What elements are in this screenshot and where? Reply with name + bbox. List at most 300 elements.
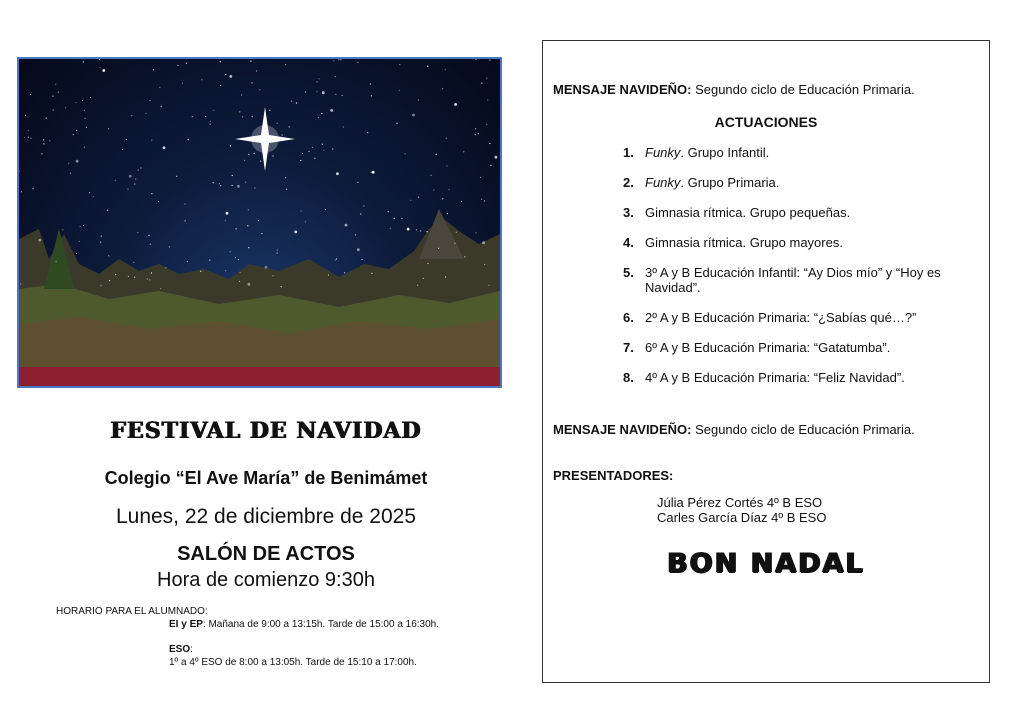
act-text: 6º A y B Educación Primaria: “Gatatumba”. (645, 340, 891, 355)
act-text: . Grupo Primaria. (680, 175, 780, 190)
star-dot (282, 134, 283, 135)
star-dot (407, 228, 410, 231)
star-dot (258, 220, 259, 221)
message-bottom-text: Segundo ciclo de Educación Primaria. (691, 422, 915, 437)
star-dot (188, 139, 189, 140)
star-dot (248, 154, 249, 155)
presenters-label: PRESENTADORES: (553, 468, 674, 483)
start-time: Hora de comienzo 9:30h (157, 569, 375, 591)
star-dot (158, 201, 159, 202)
star-dot (80, 226, 81, 227)
star-dot (232, 185, 233, 186)
star-dot (159, 87, 160, 88)
star-dot (430, 175, 431, 176)
star-dot (187, 261, 188, 262)
star-dot (300, 160, 301, 161)
act-text: Gimnasia rítmica. Grupo pequeñas. (645, 205, 851, 220)
star-dot (322, 91, 325, 94)
star-dot (25, 115, 26, 116)
star-dot (83, 225, 84, 226)
star-dot (160, 288, 161, 289)
star-dot (355, 234, 356, 235)
star-dot (482, 241, 485, 244)
star-dot (316, 81, 317, 82)
star-dot (176, 176, 177, 177)
star-dot (335, 259, 336, 260)
act-item (623, 235, 983, 250)
star-dot (46, 118, 47, 119)
star-dot (147, 278, 148, 279)
star-dot (82, 100, 83, 101)
act-item (623, 265, 983, 295)
star-dot (433, 189, 434, 190)
star-dot (484, 200, 485, 201)
star-dot (388, 211, 389, 212)
star-dot (230, 145, 231, 146)
star-dot (463, 151, 464, 152)
star-dot (138, 170, 139, 171)
star-dot (134, 183, 135, 184)
star-dot (475, 134, 476, 135)
act-text: 4º A y B Educación Primaria: “Feliz Navidad”. (645, 370, 905, 385)
star-dot (325, 209, 326, 210)
star-dot (225, 270, 226, 271)
star-dot (209, 260, 210, 261)
star-dot (93, 196, 94, 197)
star-dot (210, 124, 211, 125)
star-dot (357, 248, 360, 251)
star-dot (140, 167, 141, 168)
star-dot (343, 126, 344, 127)
star-dot (318, 117, 319, 118)
star-dot (370, 83, 371, 84)
star-dot (90, 97, 91, 98)
star-dot (186, 63, 187, 64)
star-dot (445, 69, 446, 70)
star-dot (109, 280, 110, 281)
star-dot (418, 99, 419, 100)
act-text: 2º A y B Educación Primaria: “¿Sabías qué…?” (645, 310, 917, 325)
star-dot (184, 203, 185, 204)
star-dot (291, 101, 292, 102)
message-bottom (553, 422, 915, 437)
star-dot (420, 230, 421, 231)
star-dot (226, 212, 229, 215)
star-dot (248, 283, 251, 286)
star-dot (367, 132, 368, 133)
star-dot (153, 69, 154, 70)
star-dot (285, 64, 286, 65)
star-dot (336, 172, 339, 175)
star-dot (289, 126, 290, 127)
star-dot (163, 146, 166, 149)
star-dot (52, 96, 53, 97)
star-dot (151, 140, 152, 141)
star-dot (427, 66, 428, 67)
star-dot (201, 79, 202, 80)
star-dot (83, 61, 84, 62)
star-dot (28, 137, 29, 138)
star-dot (220, 185, 221, 186)
star-dot (396, 123, 397, 124)
star-dot (73, 134, 74, 135)
star-dot (239, 111, 240, 112)
star-dot (131, 115, 132, 116)
act-text: . Grupo Infantil. (680, 145, 770, 160)
star-dot (129, 175, 132, 178)
star-dot (151, 193, 152, 194)
star-dot (427, 263, 428, 264)
star-dot (277, 123, 278, 124)
star-dot (454, 103, 457, 106)
star-dot (134, 277, 135, 278)
star-dot (461, 201, 462, 202)
star-dot (269, 110, 270, 111)
star-dot (357, 62, 358, 63)
star-dot (328, 274, 329, 275)
message-bottom-label: MENSAJE NAVIDEÑO: (553, 422, 692, 437)
star-dot (79, 241, 80, 242)
star-dot (213, 182, 214, 183)
star-dot (345, 224, 348, 227)
schedule-ei-ep-label: EI y EP (169, 619, 203, 630)
star-dot (220, 61, 221, 62)
act-number: 5. (623, 265, 634, 280)
star-dot (43, 143, 44, 144)
act-item (623, 205, 983, 220)
star-dot (319, 78, 320, 79)
star-dot (261, 233, 262, 234)
nativity-scene-image (17, 57, 502, 388)
star-dot (478, 133, 479, 134)
star-dot (363, 205, 364, 206)
star-dot (301, 210, 302, 211)
star-dot (68, 163, 69, 164)
star-dot (272, 275, 273, 276)
act-item (623, 310, 983, 325)
star-dot (254, 187, 255, 188)
star-dot (41, 153, 42, 154)
star-dot (128, 276, 129, 277)
acts-title: ACTUACIONES (714, 114, 818, 130)
star-dot (423, 278, 424, 279)
star-dot (169, 246, 170, 247)
star-dot (394, 218, 395, 219)
star-dot (127, 189, 128, 190)
star-dot (486, 124, 487, 125)
star-dot (85, 118, 86, 119)
schedule-eso-label-line (169, 643, 439, 656)
star-dot (277, 252, 278, 253)
star-dot (56, 261, 57, 262)
schedule-ei-ep (169, 618, 439, 631)
message-top-label: MENSAJE NAVIDEÑO: (553, 82, 692, 97)
star-dot (446, 138, 447, 139)
program-box (542, 40, 990, 683)
schedule-eso-colon: : (190, 644, 193, 655)
star-dot (86, 127, 87, 128)
star-dot (427, 231, 428, 232)
star-dot (24, 137, 25, 138)
act-number: 8. (623, 370, 634, 385)
star-dot (260, 161, 261, 162)
festival-title: FESTIVAL DE NAVIDAD (110, 418, 422, 444)
star-dot (165, 267, 166, 268)
star-dot (442, 88, 443, 89)
star-dot (412, 114, 415, 117)
star-dot (333, 60, 334, 61)
star-dot (486, 78, 487, 79)
star-dot (449, 189, 450, 190)
star-dot (251, 82, 252, 83)
star-dot (75, 102, 76, 103)
star-dot (30, 94, 31, 95)
star-dot (344, 272, 345, 273)
star-dot (285, 177, 286, 178)
star-dot (135, 178, 136, 179)
star-dot (225, 74, 226, 75)
star-dot (30, 138, 31, 139)
acts-list (623, 145, 983, 400)
act-text: 3º A y B Educación Infantil: “Ay Dios mío” y “Hoy es Navidad”. (645, 265, 941, 295)
star-dot (21, 191, 22, 192)
star-dot (372, 171, 375, 174)
star-dot (240, 272, 241, 273)
star-dot (149, 279, 150, 280)
star-dot (219, 183, 220, 184)
act-item (623, 145, 983, 160)
star-dot (150, 100, 151, 101)
star-dot (480, 177, 481, 178)
star-dot (177, 65, 178, 66)
star-dot (133, 262, 134, 263)
star-dot (475, 128, 476, 129)
star-dot (314, 158, 315, 159)
star-dot (487, 99, 488, 100)
star-dot (49, 140, 50, 141)
star-dot (101, 236, 102, 237)
star-dot (488, 285, 489, 286)
star-dot (401, 218, 402, 219)
act-number: 2. (623, 175, 634, 190)
star-dot (371, 172, 372, 173)
star-dot (99, 59, 100, 60)
act-item (623, 340, 983, 355)
act-number: 3. (623, 205, 634, 220)
presenter-name: Carles García Díaz 4º B ESO (657, 510, 827, 525)
event-date: Lunes, 22 de diciembre de 2025 (115, 505, 417, 528)
star-dot (244, 160, 245, 161)
star-dot (481, 199, 482, 200)
star-dot (102, 69, 105, 72)
star-dot (323, 150, 324, 151)
star-dot (322, 144, 323, 145)
star-dot (100, 242, 101, 243)
star-dot (495, 156, 498, 159)
star-dot (481, 83, 482, 84)
star-dot (76, 130, 77, 131)
star-dot (220, 85, 221, 86)
star-dot (38, 239, 41, 242)
star-dot (336, 258, 337, 259)
star-dot (371, 95, 372, 96)
star-dot (76, 253, 77, 254)
star-dot (230, 251, 231, 252)
star-dot (19, 171, 20, 172)
star-dot (272, 155, 273, 156)
schedule-ei-ep-text: : Mañana de 9:00 a 13:15h. Tarde de 15:00 a 16:30h. (202, 619, 440, 630)
star-dot (115, 180, 116, 181)
star-dot (210, 121, 211, 122)
star-dot (286, 189, 287, 190)
act-number: 1. (623, 145, 634, 160)
star-dot (200, 271, 201, 272)
star-dot (312, 147, 313, 148)
star-dot (239, 281, 240, 282)
star-dot (237, 185, 240, 188)
star-dot (107, 210, 108, 211)
star-dot (242, 116, 243, 117)
star-dot (442, 198, 443, 199)
star-dot (115, 274, 116, 275)
star-dot (321, 113, 322, 114)
star-dot (247, 225, 248, 226)
star-dot (53, 109, 54, 110)
act-italic: Funky (645, 175, 681, 190)
act-item (623, 370, 983, 385)
star-dot (84, 110, 85, 111)
star-dot (445, 276, 446, 277)
star-dot (308, 151, 309, 152)
star-dot (417, 285, 418, 286)
star-dot (332, 148, 333, 149)
star-dot (65, 107, 66, 108)
star-dot (405, 153, 406, 154)
star-dot (436, 154, 437, 155)
star-dot (302, 153, 303, 154)
star-dot (205, 116, 206, 117)
star-dot (475, 59, 476, 60)
act-item (623, 175, 983, 190)
star-dot (340, 59, 341, 60)
star-dot (335, 76, 336, 77)
star-dot (475, 232, 476, 233)
star-dot (150, 244, 151, 245)
star-dot (248, 209, 249, 210)
star-dot (20, 283, 21, 284)
star-dot (148, 235, 149, 236)
star-dot (357, 182, 358, 183)
star-dot (330, 109, 333, 112)
act-text: Gimnasia rítmica. Grupo mayores. (645, 235, 843, 250)
student-schedule (56, 605, 439, 669)
bon-nadal-greeting: BON NADAL (667, 548, 865, 579)
act-number: 4. (623, 235, 634, 250)
star-dot (161, 106, 162, 107)
star-dot (100, 67, 101, 68)
star-dot (55, 84, 56, 85)
star-dot (281, 286, 282, 287)
star-dot (235, 257, 236, 258)
presenter-name: Júlia Pérez Cortés 4º B ESO (657, 495, 823, 510)
star-dot (232, 175, 233, 176)
star-dot (70, 173, 71, 174)
star-dot (245, 182, 246, 183)
star-dot (43, 139, 44, 140)
schedule-eso-label: ESO (169, 644, 191, 655)
star-dot (236, 228, 237, 229)
star-dot (490, 165, 491, 166)
star-dot (399, 90, 400, 91)
star-dot (241, 94, 242, 95)
star-dot (100, 285, 101, 286)
star-dot (338, 59, 339, 60)
star-dot (76, 160, 79, 163)
star-dot (416, 229, 417, 230)
star-dot (252, 116, 253, 117)
bethlehem-star-icon (235, 107, 295, 171)
star-dot (316, 91, 317, 92)
presenters-list (657, 495, 826, 525)
star-dot (447, 213, 448, 214)
star-dot (225, 220, 226, 221)
star-dot (418, 197, 419, 198)
star-dot (192, 116, 193, 117)
act-number: 6. (623, 310, 634, 325)
star-dot (259, 89, 260, 90)
star-dot (342, 95, 343, 96)
schedule-heading: HORARIO PARA EL ALUMNADO: (56, 606, 208, 617)
star-dot (277, 250, 278, 251)
star-dot (296, 102, 297, 103)
star-dot (446, 165, 447, 166)
star-dot (454, 243, 455, 244)
star-dot (305, 91, 306, 92)
star-dot (371, 273, 372, 274)
star-dot (151, 272, 152, 273)
star-dot (84, 147, 85, 148)
star-dot (390, 228, 391, 229)
star-dot (335, 94, 336, 95)
star-dot (254, 153, 255, 154)
star-dot (126, 139, 127, 140)
star-dot (33, 188, 34, 189)
star-dot (489, 60, 490, 61)
star-dot (145, 113, 146, 114)
venue-name: SALÓN DE ACTOS (177, 543, 355, 565)
star-dot (185, 220, 186, 221)
star-dot (250, 61, 251, 62)
star-dot (108, 255, 109, 256)
star-dot (122, 149, 123, 150)
star-dot (256, 70, 257, 71)
star-dot (137, 232, 138, 233)
starry-night-nativity-picture (19, 59, 500, 386)
star-dot (229, 75, 232, 78)
message-top (553, 82, 915, 97)
star-dot (438, 248, 439, 249)
star-dot (108, 128, 109, 129)
star-dot (294, 231, 297, 234)
schedule-eso-text: 1º a 4º ESO de 8:00 a 13:05h. Tarde de 15:10 a 17:00h. (169, 657, 417, 668)
star-dot (464, 256, 465, 257)
star-dot (62, 229, 63, 230)
star-dot (213, 110, 214, 111)
star-dot (28, 130, 29, 131)
star-dot (182, 83, 183, 84)
star-dot (58, 92, 59, 93)
act-number: 7. (623, 340, 634, 355)
